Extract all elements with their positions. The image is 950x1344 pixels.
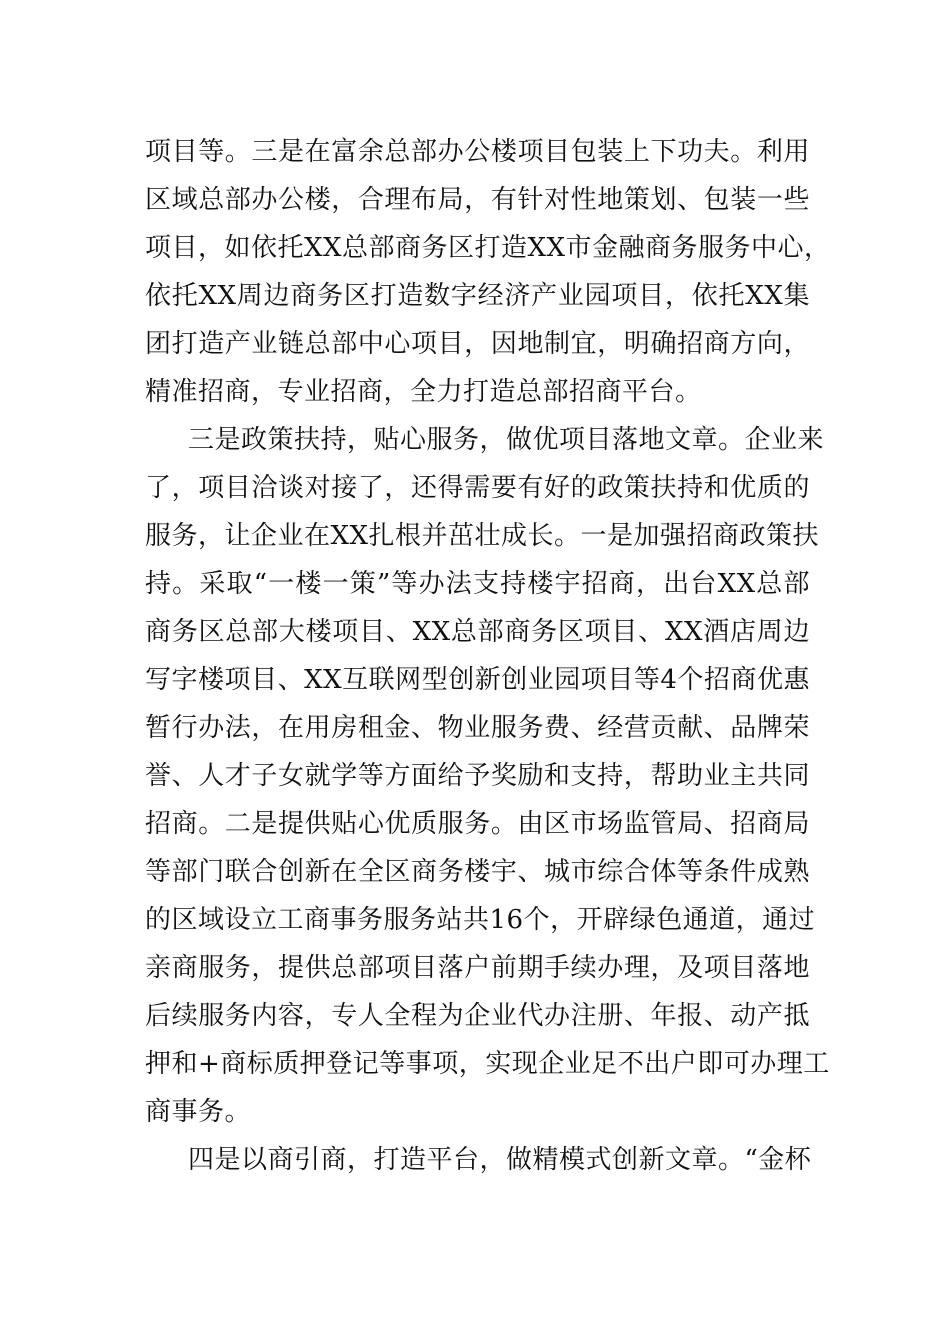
text-line: 商务区总部大楼项目、XX总部商务区项目、XX酒店周边 <box>145 617 810 647</box>
text-line: 写字楼项目、XX互联网型创新创业园项目等4个招商优惠 <box>145 665 810 695</box>
text-line: 精准招商，专业招商，全力打造总部招商平台。 <box>145 377 702 407</box>
text-line: 暂行办法，在用房租金、物业服务费、经营贡献、品牌荣 <box>145 713 810 743</box>
text-line: 商事务。 <box>145 1097 252 1127</box>
text-line: 团打造产业链总部中心项目，因地制宜，明确招商方向， <box>145 329 810 359</box>
paragraph-3 <box>145 1136 810 1184</box>
text-line: 三是政策扶持，贴心服务，做优项目落地文章。企业来 <box>188 425 825 455</box>
text-line: 招商。二是提供贴心优质服务。由区市场监管局、招商局 <box>145 809 810 839</box>
text-line: 持。采取“一楼一策”等办法支持楼宇招商，出台XX总部 <box>145 569 810 599</box>
text-line: 项目，如依托XX总部商务区打造XX市金融商务服务中心， <box>145 233 831 263</box>
text-line: 四是以商引商，打造平台，做精模式创新文章。“金杯 <box>188 1145 812 1175</box>
text-line: 誉、人才子女就学等方面给予奖励和支持，帮助业主共同 <box>145 761 810 791</box>
text-line: 依托XX周边商务区打造数字经济产业园项目，依托XX集 <box>145 281 810 311</box>
text-line: 项目等。三是在富余总部办公楼项目包装上下功夫。利用 <box>145 137 810 167</box>
text-line: 押和+商标质押登记等事项，实现企业足不出户即可办理工 <box>145 1049 830 1079</box>
text-line: 的区域设立工商事务服务站共16个，开辟绿色通道，通过 <box>145 905 816 935</box>
paragraph-2 <box>145 416 830 1136</box>
text-line: 亲商服务，提供总部项目落户前期手续办理，及项目落地 <box>145 953 810 983</box>
text-line: 后续服务内容，专人全程为企业代办注册、年报、动产抵 <box>145 1001 810 1031</box>
text-line: 等部门联合创新在全区商务楼宇、城市综合体等条件成熟 <box>145 857 810 887</box>
text-line: 服务，让企业在XX扎根并茁壮成长。一是加强招商政策扶 <box>145 521 820 551</box>
paragraph-1 <box>145 128 831 416</box>
text-line: 区域总部办公楼，合理布局，有针对性地策划、包装一些 <box>145 185 810 215</box>
document-body <box>145 128 831 1184</box>
text-line: 了，项目洽谈对接了，还得需要有好的政策扶持和优质的 <box>145 473 810 503</box>
